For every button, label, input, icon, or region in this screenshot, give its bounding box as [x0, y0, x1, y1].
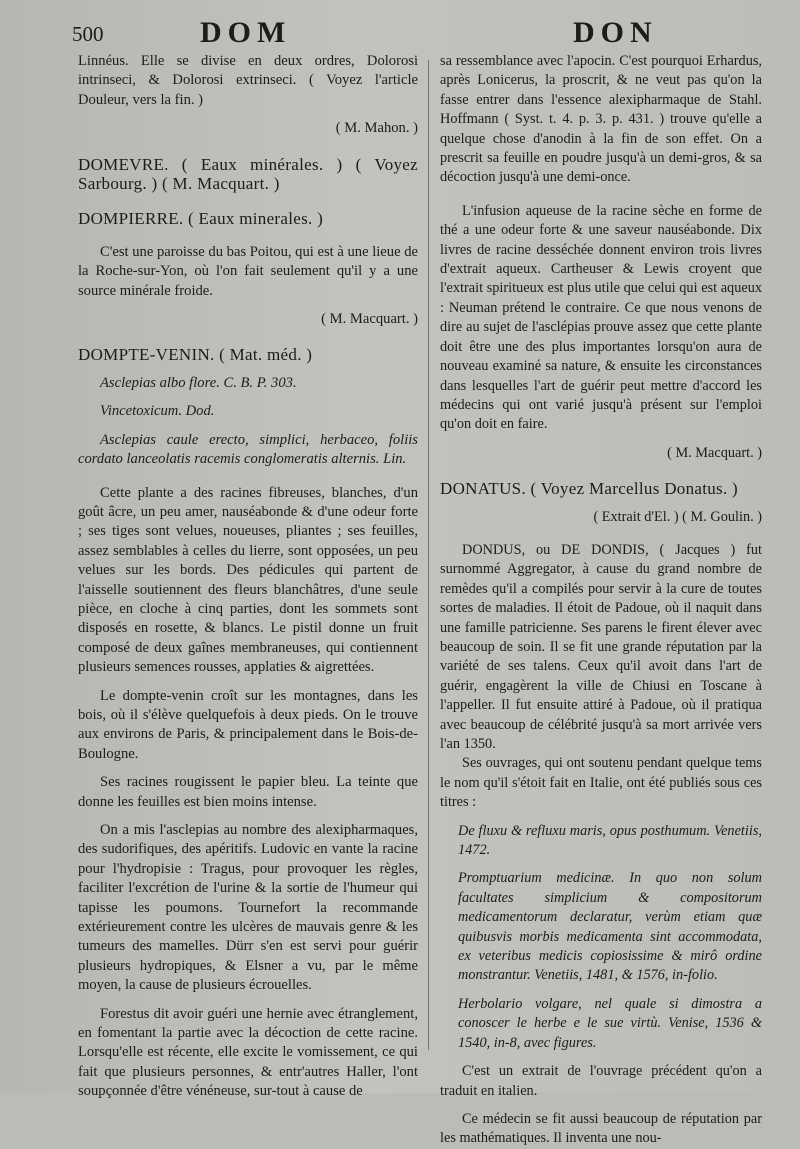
entry-heading-dompierre: DOMPIERRE. ( Eaux minerales. )	[78, 209, 324, 229]
signature: ( M. Mahon. )	[335, 120, 418, 137]
running-head-left: DOM	[200, 16, 292, 49]
signature: ( M. Macquart. )	[667, 444, 762, 461]
column-divider	[428, 60, 429, 1050]
synonym-line: Asclepias albo flore. C. B. P. 303.	[100, 374, 297, 391]
signature: ( Extrait d'El. ) ( M. Goulin. )	[593, 508, 762, 525]
synonym-line: Vincetoxicum. Dod.	[100, 403, 215, 420]
signature: ( M. Macquart. )	[321, 311, 418, 328]
paragraph: C'est une paroisse du bas Poitou, qui est à une lieue de la Roche-sur-Yon, où l'on fait seulement qu'il y a une source minérale froide.	[78, 243, 418, 299]
paragraph: Ses ouvrages, qui ont soutenu pendant quelque tems le nom qu'il s'étoit fait en Italie, ont été publiés sous ces titres :	[440, 755, 762, 811]
bibliography-entry: De fluxu & refluxu maris, opus posthumum. Venetiis, 1472.	[458, 822, 762, 859]
paragraph: C'est un extrait de l'ouvrage précédent qu'on a traduit en italien.	[440, 1063, 762, 1099]
bibliography-entry: Herbolario volgare, nel quale si dimostra a conoscer le herbe e le sue virtù. Venise, 1536 & 1540, in-8, avec figures.	[458, 995, 762, 1051]
linnaean-description: Asclepias caule erecto, simplici, herbaceo, foliis cordato lanceolatis racemis conglomeratis alternis. Lin.	[78, 431, 418, 468]
entry-heading-dompte-venin: DOMPTE-VENIN. ( Mat. méd. )	[78, 345, 313, 365]
paragraph: sa ressemblance avec l'apocin. C'est pourquoi Erhardus, après Lonicerus, la proscrit, & ne veut pas qu'on la fasse entrer dans l'essence alexipharmaque de Stahl. Hoffmann ( Syst. t. 4. p. 3. p. 431. ) trouve qu'elle a quelque chose d'anodin à la fin de son effet. On a prescrit sa feuille en poudre jusqu'à un demi-gros, & sa décoction jusqu'à une demi-once.	[440, 53, 762, 186]
paragraph: Forestus dit avoir guéri une hernie avec étranglement, en fomentant la partie avec la décoction de cette racine. Lorsqu'elle est récente, elle excite le vomissement, ce qui fait que plusieurs personnes, & entr'autres Haller, l'ont soupçonnée d'être vénéneuse, sur-tout à cause de	[78, 1005, 418, 1100]
left-column	[78, 52, 418, 1100]
entry-heading-donatus: DONATUS. ( Voyez Marcellus Donatus. )	[440, 479, 739, 499]
paragraph: Ce médecin se fit aussi beaucoup de réputation par les mathématiques. Il inventa une nou-	[440, 1110, 762, 1147]
right-column	[440, 52, 762, 1147]
page-number: 500	[72, 22, 104, 46]
paragraph: On a mis l'asclepias au nombre des alexipharmaques, des sudorifiques, des apéritifs. Ludovic en vante la racine pour l'hydropisie : Tragus, pour provoquer les règles, faciliter l'excrétion de l'urine & la sortie de l'humeur qui tapisse les poumons. Tournefort la recommande extérieurement contre les ulcères de mauvais genre & les tumeurs des mamelles. Dürr s'en est servi pour guérir plusieurs hydropiques, & Elsner a vu, par le même moyen, la cause de plusieurs écrouelles.	[78, 822, 418, 994]
bibliography-entry: Promptuarium medicinæ. In quo non solum facultates simplicium & compositorum medicamentorum declaratur, verùm etiam quæ quibusvis morbis medicamenta sint accommodata, ex veteribus medicis copiosissime & mirô ordine monstrantur. Venetiis, 1481, & 1576, in-folio.	[458, 870, 762, 984]
paragraph: DONDUS, ou DE DONDIS, ( Jacques ) fut surnommé Aggregator, à cause du grand nombre de remèdes qu'il a compilés pour servir à la cure de toutes sortes de maladies. Il étoit de Padoue, où il naquit dans une famille patricienne. Ses parens le firent élever avec beaucoup de soin. Il se fit une grande réputation par la variété de ses talens. Ceux qu'il avoit dans l'art de guérir, engagèrent la ville de Chiusi en Toscane à l'appeller. Il fut ensuite attiré à Padoue, où il pratiqua avec beaucoup de célébrité jusqu'à sa mort arrivée vers l'an 1350.	[440, 541, 762, 752]
paragraph: Cette plante a des racines fibreuses, blanches, d'un goût âcre, un peu amer, nauséabonde & d'une odeur forte ; ses tiges sont velues, noueuses, pliantes ; ses feuilles, assez semblables à celles du lierre, sont opposées, un peu velues sur les bords. Des pédicules qui partent de l'aisselle soutiennent des fleurs blanchâtres, d'une seule pièce, en cloche à cinq parties, dont les sommets sont disposés en rosette, & blancs. Le pistil donne un fruit composé de deux gaînes membraneuses, qui contiennent plusieurs semences rousses, applaties & aigrettées.	[78, 484, 418, 676]
page-header	[0, 16, 800, 50]
paragraph: Linnéus. Elle se divise en deux ordres, Dolorosi intrinseci, & Dolorosi extrinseci. ( Voyez l'article Douleur, vers la fin. )	[78, 53, 418, 108]
running-head-right: DON	[573, 16, 658, 49]
paragraph: L'infusion aqueuse de la racine sèche en forme de thé a une odeur forte & une saveur nauséabonde. Dix livres de racine desséchée donnent environ trois livres d'extrait aqueux. Cartheuser & Lewis croyent que l'extrait spiritueux est plus utile que celui qui est aqueux : Neuman prétend le contraire. Ce que nous venons de dire au sujet de l'asclépias prouve assez que cette plante doit être une des plus importantes lorsqu'on aura de nouveau examiné sa nature, & ensuite les circonstances dans lesquelles l'art de guérir peut mettre d'accord les médecins qui ont varié jusqu'à présent sur l'emploi qu'on doit en faire.	[440, 202, 762, 433]
entry-heading-domevre: DOMEVRE. ( Eaux minérales. ) ( Voyez Sarbourg. ) ( M. Macquart. )	[78, 154, 418, 194]
paragraph: Ses racines rougissent le papier bleu. La teinte que donne les feuilles est bien moins intense.	[78, 774, 418, 810]
paragraph: Le dompte-venin croît sur les montagnes, dans les bois, où il s'élève quelquefois à deux pieds. On le trouve aux environs de Paris, & principalement dans le Bois-de-Boulogne.	[78, 687, 418, 762]
